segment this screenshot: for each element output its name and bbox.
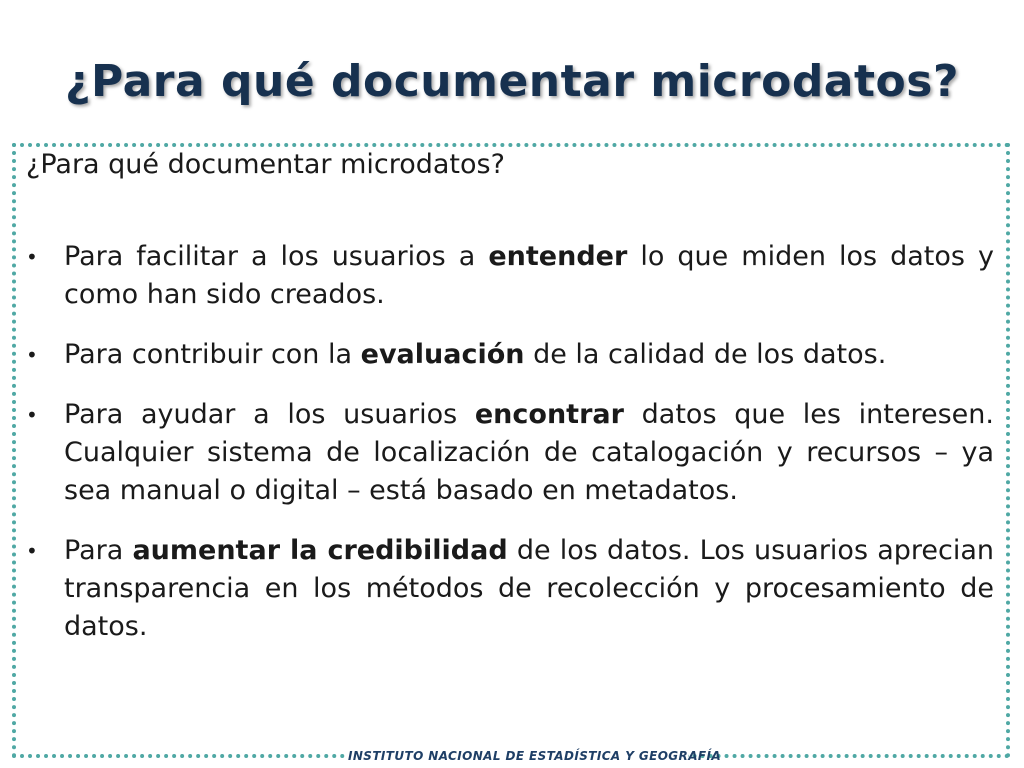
bullet-icon: • (26, 343, 38, 367)
bullet-list (26, 238, 994, 646)
bullet-text-post: datos que les interesen. Cualquier sistema de localización de catalogación y recursos – ya sea manual o digital – está basado en metadatos. (64, 399, 994, 506)
bullet-item-evaluacion (26, 336, 994, 374)
bullet-icon: • (26, 403, 38, 427)
bullet-icon: • (26, 245, 38, 269)
footer-institution-logo-text: INSTITUTO NACIONAL DE ESTADÍSTICA Y GEOGRAFÍA (348, 749, 722, 763)
slide-title: ¿Para qué documentar microdatos? (65, 56, 959, 107)
bullet-text-post: de la calidad de los datos. (524, 339, 887, 370)
bullet-text-post: de los datos. Los usuarios aprecian transparencia en los métodos de recolección y procesamiento de datos. (64, 535, 994, 642)
bullet-text-bold: evaluación (360, 339, 525, 370)
bullet-text-pre: Para (64, 535, 133, 566)
bullet-text-bold: aumentar la credibilidad (132, 535, 508, 566)
bullet-text-pre: Para ayudar a los usuarios (64, 399, 475, 430)
bullet-item-encontrar (26, 396, 994, 510)
content-subtitle: ¿Para qué documentar microdatos? (26, 149, 505, 180)
bullet-item-credibilidad (26, 532, 994, 646)
bullet-text-post: lo que miden los datos y como han sido creados. (64, 241, 994, 310)
bullet-text-bold: entender (488, 241, 628, 272)
bullet-text-bold: encontrar (474, 399, 624, 430)
footer-bar (348, 745, 722, 765)
bullet-item-entender (26, 238, 994, 314)
bullet-text-pre: Para facilitar a los usuarios a (64, 241, 489, 272)
bullet-icon: • (26, 539, 38, 563)
bullet-text-pre: Para contribuir con la (64, 339, 361, 370)
